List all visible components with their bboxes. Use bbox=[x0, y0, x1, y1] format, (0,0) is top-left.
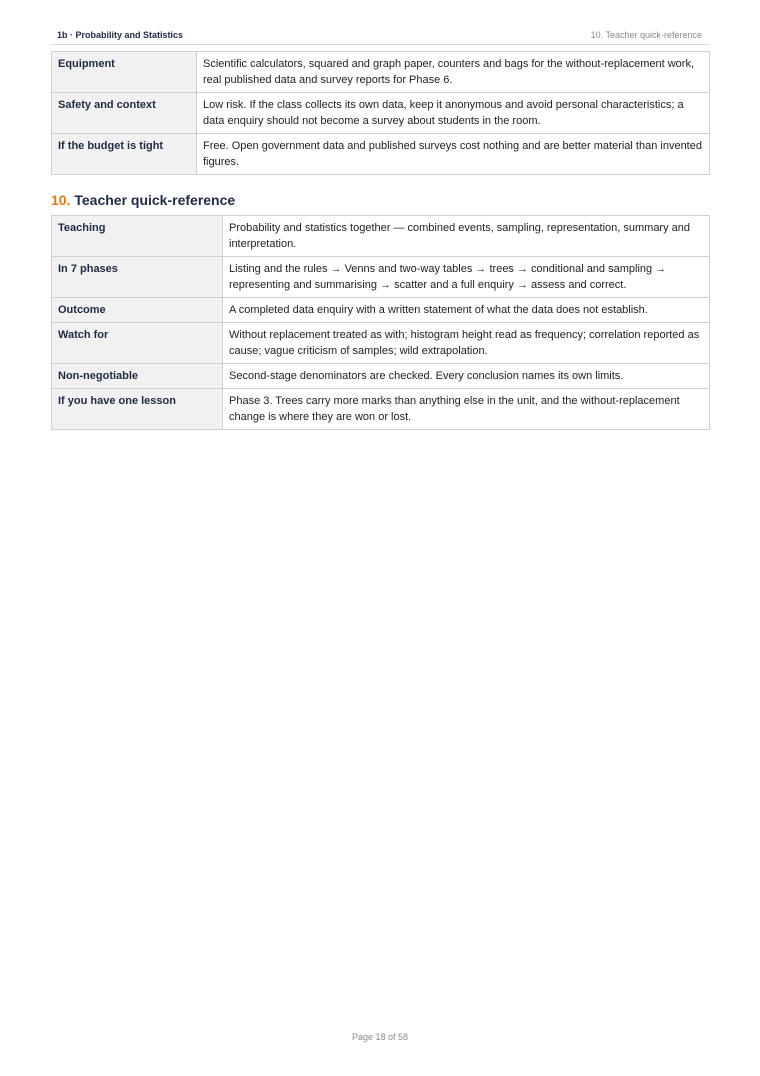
resources-table bbox=[51, 51, 710, 175]
row-value: Probability and statistics together — combined events, sampling, representation, summary and interpretation. bbox=[223, 216, 710, 257]
table-row bbox=[52, 298, 710, 323]
table-row bbox=[52, 93, 710, 134]
row-label: Outcome bbox=[52, 298, 223, 323]
row-value: Listing and the rules → Venns and two-way tables → trees → conditional and sampling → representing and summarising → scatter and a full enquiry → assess and correct. bbox=[223, 257, 710, 298]
row-label: If you have one lesson bbox=[52, 389, 223, 430]
row-value: Phase 3. Trees carry more marks than anything else in the unit, and the without-replacement change is where they are won or lost. bbox=[223, 389, 710, 430]
table-row bbox=[52, 216, 710, 257]
section-number: 10. bbox=[51, 192, 71, 208]
row-value: Free. Open government data and published surveys cost nothing and are better material than invented figures. bbox=[197, 134, 710, 175]
table-row bbox=[52, 323, 710, 364]
row-value: A completed data enquiry with a written statement of what the data does not establish. bbox=[223, 298, 710, 323]
quick-reference-table bbox=[51, 215, 710, 430]
table-row bbox=[52, 364, 710, 389]
row-label: Safety and context bbox=[52, 93, 197, 134]
section-heading bbox=[51, 190, 235, 210]
row-value: Scientific calculators, squared and graph paper, counters and bags for the without-replacement work, real published data and survey reports for Phase 6. bbox=[197, 52, 710, 93]
running-header bbox=[51, 28, 710, 45]
row-label: Teaching bbox=[52, 216, 223, 257]
section-running-title: 10. Teacher quick-reference bbox=[590, 30, 702, 40]
row-value: Without replacement treated as with; histogram height read as frequency; correlation reported as cause; vague criticism of samples; wild extrapolation. bbox=[223, 323, 710, 364]
table-row bbox=[52, 389, 710, 430]
row-value: Second-stage denominators are checked. Every conclusion names its own limits. bbox=[223, 364, 710, 389]
document-title: 1b · Probability and Statistics bbox=[57, 30, 184, 40]
row-label: Non-negotiable bbox=[52, 364, 223, 389]
table-row bbox=[52, 134, 710, 175]
row-label: Watch for bbox=[52, 323, 223, 364]
row-label: If the budget is tight bbox=[52, 134, 197, 175]
table-row bbox=[52, 52, 710, 93]
row-value: Low risk. If the class collects its own data, keep it anonymous and avoid personal characteristics; a data enquiry should not become a survey about students in the room. bbox=[197, 93, 710, 134]
row-label: Equipment bbox=[52, 52, 197, 93]
page-number: Page 18 of 58 bbox=[351, 1032, 409, 1042]
table-row bbox=[52, 257, 710, 298]
section-title: Teacher quick-reference bbox=[74, 192, 236, 208]
row-label: In 7 phases bbox=[52, 257, 223, 298]
